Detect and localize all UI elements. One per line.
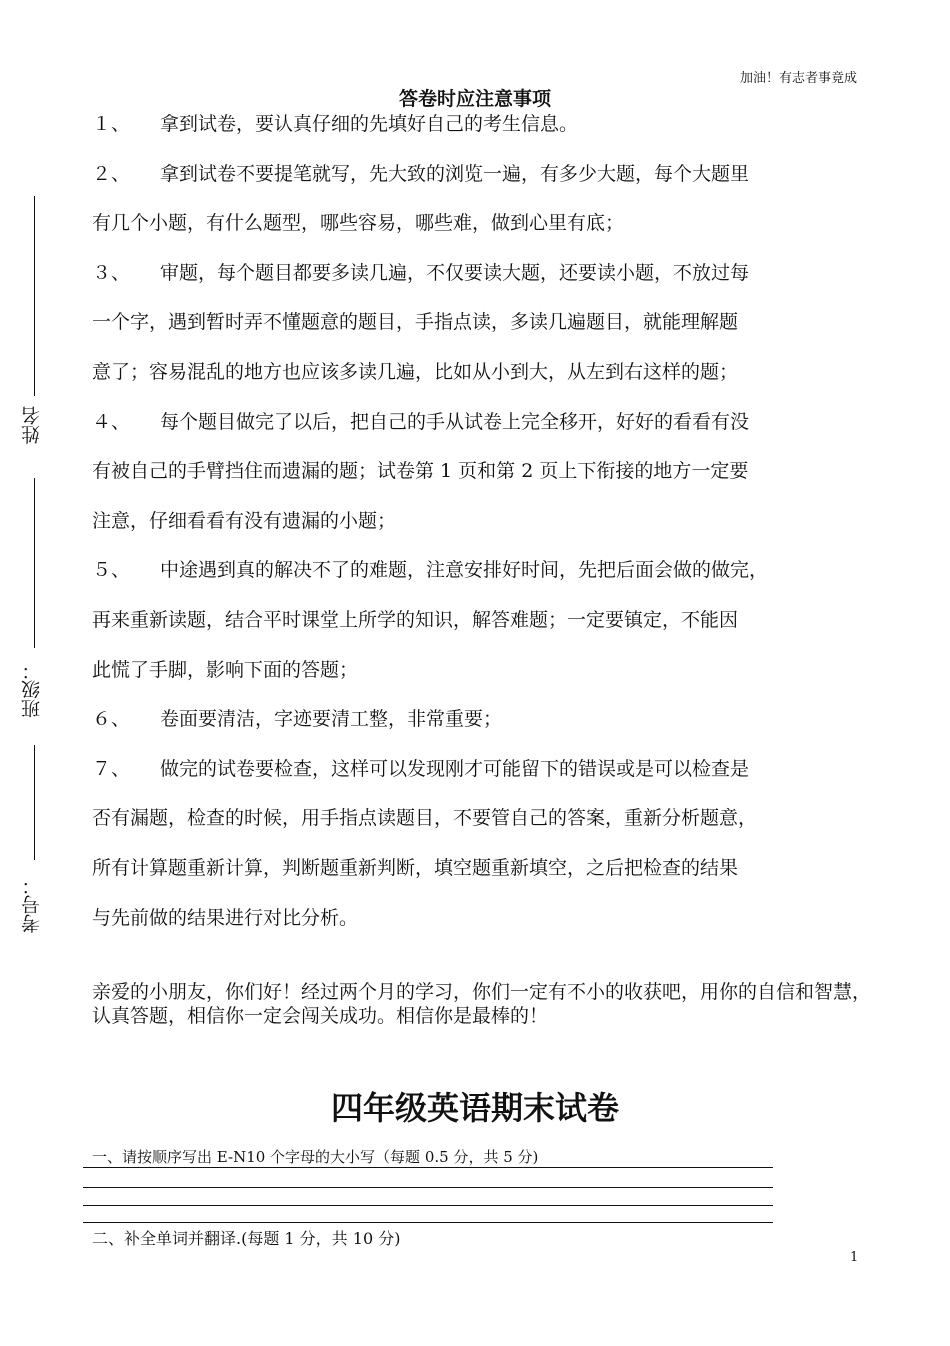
notice-text: 否有漏题，检查的时候，用手指点读题目，不要管自己的答案，重新分析题意， xyxy=(92,807,758,829)
notice-text: 审题，每个题目都要多读几遍，不仅要读大题，还要读小题，不放过每 xyxy=(160,262,750,284)
notice-number: ３、 xyxy=(92,262,131,284)
notice-number: ５、 xyxy=(92,559,131,581)
question-1-heading: 一、请按顺序写出 E-N10 个字母的大小写（每题 0.5 分，共 5 分) xyxy=(92,1148,539,1166)
side-rule xyxy=(34,478,35,648)
exam-id-label: 考号： xyxy=(21,876,43,934)
notice-text: 注意，仔细看看有没有遗漏的小题； xyxy=(92,510,397,532)
notice-line xyxy=(92,359,738,385)
notice-line xyxy=(92,905,358,931)
answer-line xyxy=(83,1222,773,1223)
answer-line xyxy=(83,1187,773,1188)
notice-line xyxy=(92,111,578,137)
notice-title: 答卷时应注意事项 xyxy=(398,88,551,110)
notice-line xyxy=(92,805,757,831)
notice-text: 所有计算题重新计算，判断题重新判断，填空题重新填空，之后把检查的结果 xyxy=(92,857,739,879)
notice-line xyxy=(92,409,749,435)
side-rule xyxy=(34,196,35,396)
notice-line xyxy=(92,458,748,484)
notice-number: ７、 xyxy=(92,758,131,780)
notice-line xyxy=(92,557,768,583)
notice-line xyxy=(92,508,396,534)
exam-title: 四年级英语期末试卷 xyxy=(330,1089,619,1127)
notice-text: 此慌了手脚，影响下面的答题； xyxy=(92,659,359,681)
answer-line xyxy=(83,1205,773,1206)
notice-line xyxy=(92,260,749,286)
notice-text: 一个字，遇到暂时弄不懂题意的题目，手指点读，多读几遍题目，就能理解题 xyxy=(92,311,739,333)
greeting-text: 亲爱的小朋友，你们好！经过两个月的学习，你们一定有不小的收获吧，用你的自信和智慧，认真答题，相信你一定会闯关成功。相信你是最棒的！ xyxy=(92,981,872,1027)
notice-text: 有被自己的手臂挡住而遗漏的题；试卷第 1 页和第 2 页上下衔接的地方一定要 xyxy=(92,460,749,482)
header-motto: 加油！有志者事竟成 xyxy=(740,71,858,86)
notice-line xyxy=(92,855,738,881)
notice-text: 拿到试卷，要认真仔细的先填好自己的考生信息。 xyxy=(160,113,579,135)
notice-text: 每个题目做完了以后，把自己的手从试卷上完全移开，好好的看看有没 xyxy=(160,411,750,433)
answer-line xyxy=(83,1167,773,1168)
notice-text: 拿到试卷不要提笔就写，先大致的浏览一遍，有多少大题，每个大题里 xyxy=(160,163,750,185)
notice-text: 中途遇到真的解决不了的难题，注意安排好时间，先把后面会做的做完， xyxy=(160,559,769,581)
notice-text: 卷面要清洁，字迹要清工整，非常重要； xyxy=(160,708,503,730)
name-label: 姓名 xyxy=(21,406,43,444)
notice-number: １、 xyxy=(92,113,131,135)
notice-text: 与先前做的结果进行对比分析。 xyxy=(92,907,359,929)
side-rule xyxy=(34,745,35,860)
notice-text: 意了；容易混乱的地方也应该多读几遍，比如从小到大，从左到右这样的题； xyxy=(92,361,739,383)
notice-line xyxy=(92,210,624,236)
notice-number: ６、 xyxy=(92,708,131,730)
notice-line xyxy=(92,706,502,732)
class-label: 班级： xyxy=(21,661,43,719)
notice-number: ４、 xyxy=(92,411,131,433)
notice-line xyxy=(92,607,738,633)
page-number: 1 xyxy=(850,1250,859,1265)
notice-text: 做完的试卷要检查，这样可以发现刚才可能留下的错误或是可以检查是 xyxy=(160,758,750,780)
notice-line xyxy=(92,657,358,683)
notice-text: 再来重新读题，结合平时课堂上所学的知识，解答难题；一定要镇定，不能因 xyxy=(92,609,739,631)
notice-line xyxy=(92,756,749,782)
notice-number: ２、 xyxy=(92,163,131,185)
notice-text: 有几个小题，有什么题型，哪些容易，哪些难，做到心里有底； xyxy=(92,212,625,234)
question-2-heading: 二、补全单词并翻译.(每题 1 分，共 10 分) xyxy=(92,1229,401,1248)
notice-line xyxy=(92,161,749,187)
notice-line xyxy=(92,309,738,335)
